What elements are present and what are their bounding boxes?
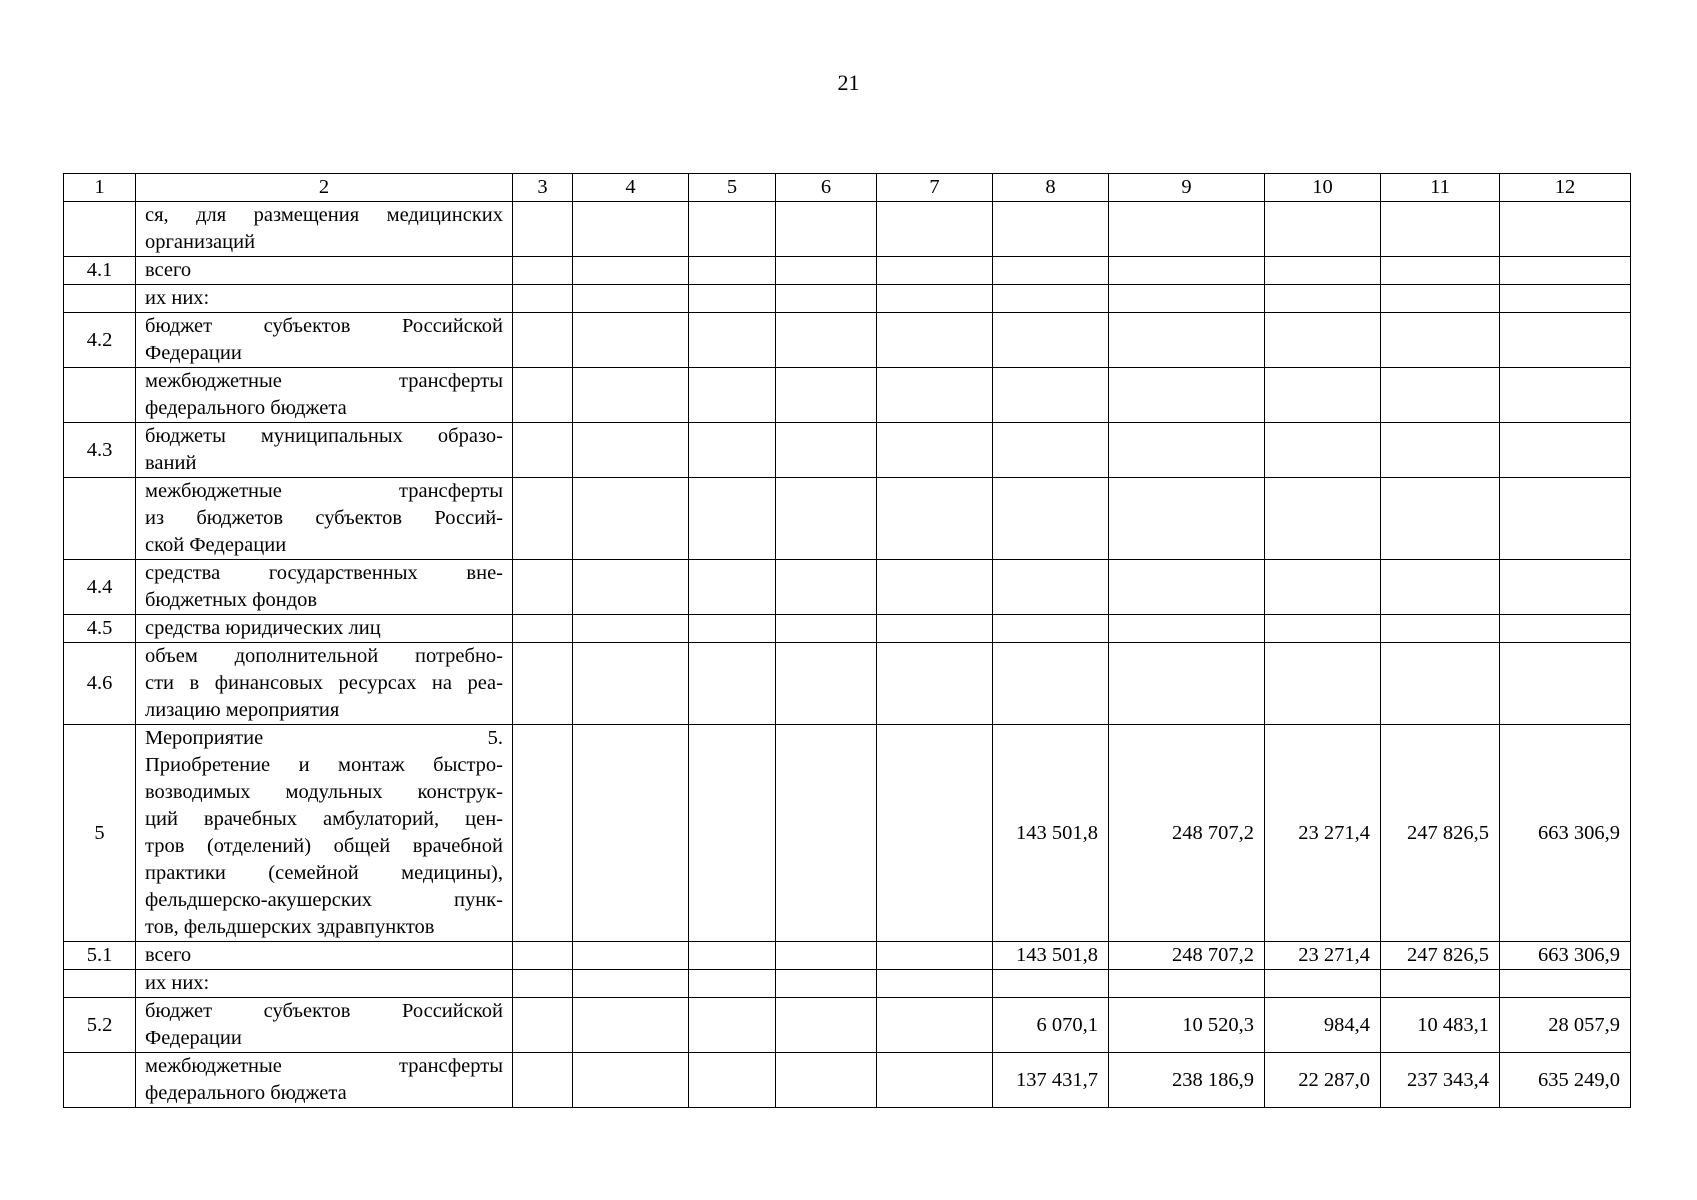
value-cell-col-8	[993, 423, 1109, 478]
column-header: 9	[1109, 174, 1265, 202]
row-number: 4.1	[64, 257, 136, 285]
value-cell-col-11	[1381, 725, 1500, 942]
value-cell-col-9	[1109, 257, 1265, 285]
value-cell-col-3	[513, 478, 573, 560]
row-description	[136, 725, 513, 942]
row-number	[64, 368, 136, 423]
description-line: всего	[145, 944, 192, 966]
description-line: ской Федерации	[145, 534, 287, 556]
value-cell-col-9	[1109, 423, 1265, 478]
description-line: бюджеты муниципальных образо-	[145, 425, 503, 447]
row-number	[64, 202, 136, 257]
value-cell-col-6	[776, 1053, 877, 1108]
value-cell-col-10	[1265, 1053, 1381, 1108]
value-text: 143 501,8	[1016, 821, 1098, 844]
value-cell-col-11	[1381, 560, 1500, 615]
value-cell-col-10	[1265, 942, 1381, 970]
column-header: 3	[513, 174, 573, 202]
row-number: 5.2	[64, 998, 136, 1053]
value-cell-col-6	[776, 313, 877, 368]
value-cell-col-12	[1500, 313, 1631, 368]
value-text: 10 483,1	[1417, 1013, 1489, 1036]
description-line: организаций	[145, 231, 256, 253]
value-cell-col-6	[776, 643, 877, 725]
value-cell-col-11	[1381, 970, 1500, 998]
row-description	[136, 478, 513, 560]
value-cell-col-5	[689, 368, 776, 423]
value-cell-col-5	[689, 942, 776, 970]
value-cell-col-4	[573, 560, 689, 615]
value-cell-col-6	[776, 725, 877, 942]
value-cell-col-4	[573, 202, 689, 257]
column-header: 4	[573, 174, 689, 202]
value-cell-col-7	[877, 285, 993, 313]
value-cell-col-12	[1500, 615, 1631, 643]
value-cell-col-8	[993, 998, 1109, 1053]
table-row	[64, 643, 1631, 725]
table-body	[64, 174, 1631, 1108]
page-number: 21	[837, 70, 860, 95]
row-description	[136, 615, 513, 643]
value-text: 22 287,0	[1298, 1068, 1370, 1091]
table-row	[64, 560, 1631, 615]
row-description	[136, 257, 513, 285]
value-text: 143 501,8	[1016, 944, 1098, 966]
value-cell-col-8	[993, 643, 1109, 725]
value-cell-col-9	[1109, 970, 1265, 998]
row-description	[136, 1053, 513, 1108]
value-cell-col-6	[776, 368, 877, 423]
description-line: ций врачебных амбулаторий, цен-	[145, 808, 503, 830]
row-number: 4.3	[64, 423, 136, 478]
value-text: 28 057,9	[1548, 1013, 1620, 1036]
value-cell-col-9	[1109, 560, 1265, 615]
row-description	[136, 942, 513, 970]
table-row	[64, 257, 1631, 285]
value-cell-col-12	[1500, 1053, 1631, 1108]
value-cell-col-12	[1500, 643, 1631, 725]
row-number: 4.2	[64, 313, 136, 368]
value-cell-col-7	[877, 970, 993, 998]
value-cell-col-12	[1500, 478, 1631, 560]
value-text: 137 431,7	[1016, 1068, 1098, 1091]
row-description	[136, 998, 513, 1053]
value-cell-col-7	[877, 615, 993, 643]
value-cell-col-8	[993, 1053, 1109, 1108]
value-cell-col-7	[877, 478, 993, 560]
value-cell-col-9	[1109, 998, 1265, 1053]
value-cell-col-10	[1265, 257, 1381, 285]
value-text: 23 271,4	[1298, 821, 1370, 844]
value-cell-col-5	[689, 202, 776, 257]
value-cell-col-3	[513, 643, 573, 725]
description-line: возводимых модульных конструк-	[145, 781, 503, 803]
description-line: бюджетных фондов	[145, 589, 318, 611]
value-cell-col-9	[1109, 942, 1265, 970]
value-cell-col-10	[1265, 560, 1381, 615]
description-line: их них:	[145, 287, 210, 309]
value-cell-col-10	[1265, 478, 1381, 560]
description-line: тов, фельдшерских здравпунктов	[145, 916, 435, 938]
value-cell-col-4	[573, 615, 689, 643]
row-description	[136, 970, 513, 998]
value-cell-col-9	[1109, 615, 1265, 643]
value-cell-col-7	[877, 560, 993, 615]
value-cell-col-11	[1381, 942, 1500, 970]
value-cell-col-8	[993, 313, 1109, 368]
value-cell-col-5	[689, 643, 776, 725]
value-cell-col-6	[776, 202, 877, 257]
value-cell-col-7	[877, 313, 993, 368]
value-cell-col-3	[513, 942, 573, 970]
description-line: средства государственных вне-	[145, 562, 503, 584]
row-number	[64, 970, 136, 998]
value-cell-col-11	[1381, 1053, 1500, 1108]
value-cell-col-8	[993, 202, 1109, 257]
value-cell-col-9	[1109, 725, 1265, 942]
value-cell-col-12	[1500, 725, 1631, 942]
value-cell-col-9	[1109, 478, 1265, 560]
value-cell-col-12	[1500, 942, 1631, 970]
row-number: 4.5	[64, 615, 136, 643]
description-line: бюджет субъектов Российской	[145, 1000, 503, 1022]
value-cell-col-6	[776, 942, 877, 970]
description-line: федерального бюджета	[145, 397, 347, 419]
value-cell-col-7	[877, 942, 993, 970]
table-row	[64, 1053, 1631, 1108]
value-cell-col-8	[993, 257, 1109, 285]
value-cell-col-11	[1381, 643, 1500, 725]
value-cell-col-5	[689, 1053, 776, 1108]
value-cell-col-3	[513, 257, 573, 285]
description-line: ваний	[145, 452, 197, 474]
row-number	[64, 478, 136, 560]
budget-table	[63, 173, 1631, 1108]
value-cell-col-5	[689, 725, 776, 942]
value-cell-col-7	[877, 643, 993, 725]
row-number	[64, 1053, 136, 1108]
description-line: практики (семейной медицины),	[145, 862, 503, 884]
row-number: 4.6	[64, 643, 136, 725]
value-text: 6 070,1	[1036, 1013, 1098, 1036]
value-cell-col-11	[1381, 998, 1500, 1053]
value-cell-col-8	[993, 942, 1109, 970]
description-line: лизацию мероприятия	[145, 699, 340, 721]
value-text: 248 707,2	[1172, 944, 1254, 966]
table-row	[64, 313, 1631, 368]
value-cell-col-5	[689, 560, 776, 615]
row-description	[136, 313, 513, 368]
value-cell-col-6	[776, 285, 877, 313]
value-cell-col-9	[1109, 643, 1265, 725]
value-cell-col-3	[513, 285, 573, 313]
column-header: 7	[877, 174, 993, 202]
value-cell-col-6	[776, 615, 877, 643]
description-line: их них:	[145, 972, 210, 994]
value-cell-col-7	[877, 1053, 993, 1108]
value-cell-col-9	[1109, 1053, 1265, 1108]
value-cell-col-10	[1265, 368, 1381, 423]
value-cell-col-3	[513, 368, 573, 423]
description-line: объем дополнительной потребно-	[145, 645, 503, 667]
description-line: из бюджетов субъектов Россий-	[145, 507, 503, 529]
value-cell-col-7	[877, 725, 993, 942]
value-cell-col-7	[877, 257, 993, 285]
value-cell-col-9	[1109, 285, 1265, 313]
value-text: 10 520,3	[1182, 1013, 1254, 1036]
value-cell-col-12	[1500, 423, 1631, 478]
value-cell-col-9	[1109, 313, 1265, 368]
column-header: 2	[136, 174, 513, 202]
table-row	[64, 423, 1631, 478]
value-cell-col-3	[513, 970, 573, 998]
value-cell-col-3	[513, 1053, 573, 1108]
row-description	[136, 560, 513, 615]
value-cell-col-3	[513, 560, 573, 615]
value-cell-col-12	[1500, 560, 1631, 615]
value-cell-col-4	[573, 643, 689, 725]
description-line: межбюджетные трансферты	[145, 370, 503, 392]
value-cell-col-11	[1381, 257, 1500, 285]
value-cell-col-5	[689, 423, 776, 478]
column-header: 5	[689, 174, 776, 202]
table-row	[64, 368, 1631, 423]
value-cell-col-3	[513, 202, 573, 257]
table-row	[64, 478, 1631, 560]
description-line: бюджет субъектов Российской	[145, 315, 503, 337]
value-cell-col-6	[776, 998, 877, 1053]
value-text: 247 826,5	[1407, 944, 1489, 966]
value-cell-col-10	[1265, 725, 1381, 942]
value-cell-col-10	[1265, 202, 1381, 257]
column-header: 11	[1381, 174, 1500, 202]
table-row	[64, 942, 1631, 970]
value-text: 237 343,4	[1407, 1068, 1489, 1091]
value-cell-col-6	[776, 970, 877, 998]
table-row	[64, 998, 1631, 1053]
description-line: федерального бюджета	[145, 1082, 347, 1104]
description-line: Федерации	[145, 1027, 242, 1049]
value-cell-col-4	[573, 257, 689, 285]
table-row	[64, 725, 1631, 942]
value-cell-col-5	[689, 998, 776, 1053]
description-line: Приобретение и монтаж быстро-	[145, 754, 503, 776]
row-description	[136, 202, 513, 257]
value-cell-col-9	[1109, 202, 1265, 257]
value-cell-col-10	[1265, 615, 1381, 643]
value-cell-col-5	[689, 615, 776, 643]
value-text: 248 707,2	[1172, 821, 1254, 844]
value-cell-col-12	[1500, 368, 1631, 423]
header-row	[64, 174, 1631, 202]
value-cell-col-3	[513, 313, 573, 368]
value-cell-col-5	[689, 313, 776, 368]
description-line: тров (отделений) общей врачебной	[145, 835, 503, 857]
value-cell-col-5	[689, 970, 776, 998]
value-cell-col-12	[1500, 285, 1631, 313]
row-number	[64, 285, 136, 313]
value-cell-col-10	[1265, 285, 1381, 313]
value-cell-col-7	[877, 423, 993, 478]
value-text: 663 306,9	[1538, 944, 1620, 966]
value-cell-col-4	[573, 998, 689, 1053]
table-row	[64, 202, 1631, 257]
column-header: 8	[993, 174, 1109, 202]
row-description	[136, 423, 513, 478]
column-header: 6	[776, 174, 877, 202]
value-cell-col-10	[1265, 970, 1381, 998]
value-cell-col-3	[513, 423, 573, 478]
value-cell-col-4	[573, 368, 689, 423]
value-cell-col-4	[573, 285, 689, 313]
value-cell-col-12	[1500, 257, 1631, 285]
value-cell-col-11	[1381, 615, 1500, 643]
description-line: межбюджетные трансферты	[145, 480, 503, 502]
value-cell-col-10	[1265, 998, 1381, 1053]
value-cell-col-8	[993, 560, 1109, 615]
value-cell-col-4	[573, 970, 689, 998]
value-cell-col-5	[689, 478, 776, 560]
value-cell-col-4	[573, 725, 689, 942]
value-cell-col-3	[513, 615, 573, 643]
column-header: 12	[1500, 174, 1631, 202]
table-row	[64, 615, 1631, 643]
value-cell-col-12	[1500, 202, 1631, 257]
value-cell-col-11	[1381, 313, 1500, 368]
value-cell-col-8	[993, 970, 1109, 998]
value-cell-col-3	[513, 998, 573, 1053]
table-row	[64, 285, 1631, 313]
value-cell-col-11	[1381, 368, 1500, 423]
value-cell-col-7	[877, 998, 993, 1053]
value-cell-col-8	[993, 615, 1109, 643]
value-cell-col-7	[877, 368, 993, 423]
value-cell-col-12	[1500, 970, 1631, 998]
value-cell-col-5	[689, 257, 776, 285]
value-cell-col-10	[1265, 313, 1381, 368]
column-header: 1	[64, 174, 136, 202]
value-text: 635 249,0	[1538, 1068, 1620, 1091]
value-cell-col-8	[993, 478, 1109, 560]
description-line: ся, для размещения медицинских	[145, 204, 503, 226]
value-cell-col-6	[776, 560, 877, 615]
value-cell-col-12	[1500, 998, 1631, 1053]
value-text: 238 186,9	[1172, 1068, 1254, 1091]
table-row	[64, 970, 1631, 998]
description-line: Мероприятие 5.	[145, 727, 503, 749]
description-line: межбюджетные трансферты	[145, 1055, 503, 1077]
value-cell-col-11	[1381, 478, 1500, 560]
row-number: 5.1	[64, 942, 136, 970]
description-line: всего	[145, 259, 192, 281]
value-cell-col-5	[689, 285, 776, 313]
value-cell-col-4	[573, 313, 689, 368]
value-cell-col-6	[776, 423, 877, 478]
value-cell-col-6	[776, 257, 877, 285]
value-cell-col-11	[1381, 285, 1500, 313]
value-cell-col-8	[993, 725, 1109, 942]
row-description	[136, 368, 513, 423]
value-cell-col-11	[1381, 423, 1500, 478]
value-text: 663 306,9	[1538, 821, 1620, 844]
value-cell-col-4	[573, 942, 689, 970]
description-line: средства юридических лиц	[145, 617, 381, 639]
value-cell-col-7	[877, 202, 993, 257]
value-cell-col-6	[776, 478, 877, 560]
description-line: сти в финансовых ресурсах на реа-	[145, 672, 503, 694]
value-text: 984,4	[1323, 1013, 1370, 1036]
description-line: фельдшерско-акушерских пунк-	[145, 889, 503, 911]
column-header: 10	[1265, 174, 1381, 202]
value-cell-col-4	[573, 423, 689, 478]
value-cell-col-8	[993, 285, 1109, 313]
value-cell-col-4	[573, 1053, 689, 1108]
value-cell-col-10	[1265, 423, 1381, 478]
value-text: 247 826,5	[1407, 821, 1489, 844]
value-cell-col-8	[993, 368, 1109, 423]
value-cell-col-11	[1381, 202, 1500, 257]
description-line: Федерации	[145, 342, 242, 364]
row-number: 5	[64, 725, 136, 942]
row-description	[136, 643, 513, 725]
value-text: 23 271,4	[1298, 944, 1370, 966]
row-description	[136, 285, 513, 313]
value-cell-col-9	[1109, 368, 1265, 423]
row-number: 4.4	[64, 560, 136, 615]
value-cell-col-4	[573, 478, 689, 560]
value-cell-col-10	[1265, 643, 1381, 725]
value-cell-col-3	[513, 725, 573, 942]
